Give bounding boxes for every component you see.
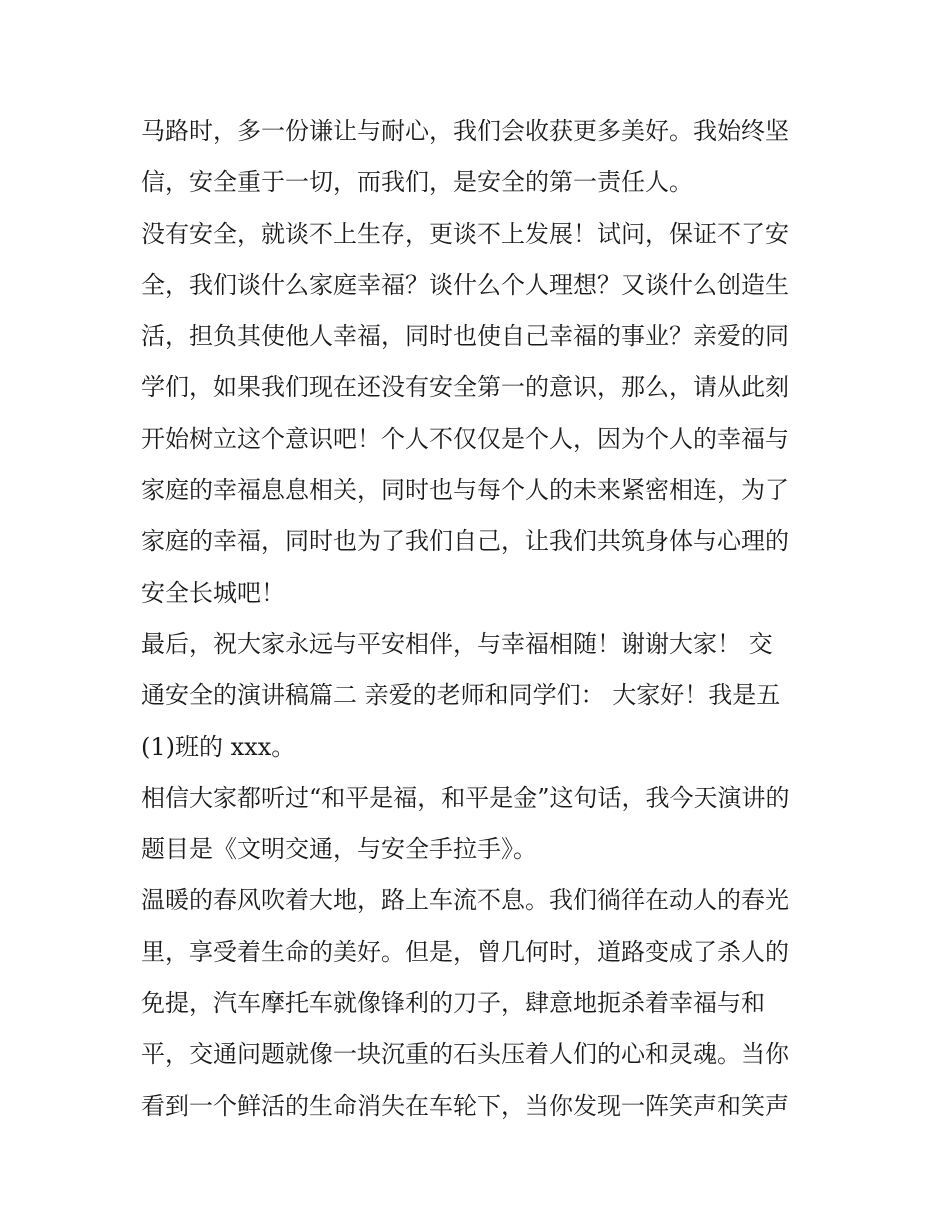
text-line: 开始树立这个意识吧！个人不仅仅是个人，因为个人的幸福与 xyxy=(141,424,789,453)
text-line: 全，我们谈什么家庭幸福？谈什么个人理想？又谈什么创造生 xyxy=(141,270,789,299)
text-line: 里，享受着生命的美好。但是，曾几何时，道路变成了杀人的 xyxy=(141,937,789,966)
text-line: (1)班的 xxx。 xyxy=(141,732,296,761)
text-line: 家庭的幸福息息相关，同时也与每个人的未来紧密相连，为了 xyxy=(141,476,789,505)
text-line: 看到一个鲜活的生命消失在车轮下，当你发现一阵笑声和笑声 xyxy=(141,1091,789,1120)
text-line: 安全长城吧！ xyxy=(141,578,285,607)
text-line: 信，安全重于一切，而我们，是安全的第一责任人。 xyxy=(141,168,693,197)
text-line: 家庭的幸福，同时也为了我们自己，让我们共筑身体与心理的 xyxy=(141,527,789,556)
text-line: 马路时，多一份谦让与耐心，我们会收获更多美好。我始终坚 xyxy=(141,117,789,145)
text-line: 学们，如果我们现在还没有安全第一的意识，那么，请从此刻 xyxy=(141,373,789,402)
text-line: 没有安全，就谈不上生存，更谈不上发展！试问，保证不了安 xyxy=(141,219,789,248)
text-line: 最后，祝大家永远与平安相伴，与幸福相随！谢谢大家！ 交 xyxy=(141,629,773,658)
text-line: 免提，汽车摩托车就像锋利的刀子，肆意地扼杀着幸福与和 xyxy=(141,989,765,1018)
document-body xyxy=(141,106,821,1132)
text-line: 题目是《文明交通，与安全手拉手》。 xyxy=(141,835,537,864)
text-line: 通安全的演讲稿篇二 亲爱的老师和同学们： 大家好！我是五 xyxy=(141,681,781,710)
text-line: 平，交通问题就像一块沉重的石头压着人们的心和灵魂。当你 xyxy=(141,1040,789,1069)
text-line: 活，担负其使他人幸福，同时也使自己幸福的事业？亲爱的同 xyxy=(141,322,789,351)
text-line: 相信大家都听过“和平是福，和平是金”这句话，我今天演讲的 xyxy=(141,783,790,812)
text-line: 温暖的春风吹着大地，路上车流不息。我们徜徉在动人的春光 xyxy=(141,886,789,915)
